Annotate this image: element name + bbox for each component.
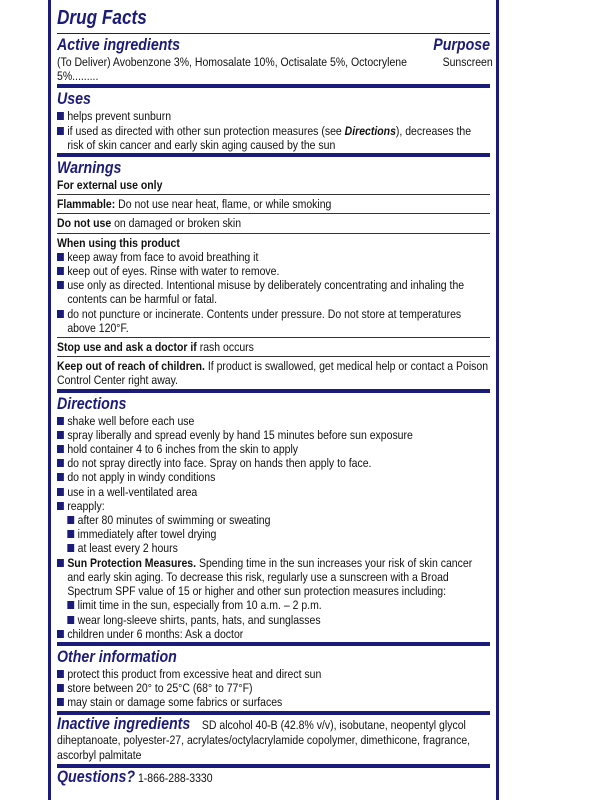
bullet-icon [57, 127, 64, 135]
active-ingredients-line [57, 55, 493, 83]
list-item: protect this product from excessive heat and direct sun [57, 667, 489, 681]
uses-list [57, 109, 489, 152]
warnings-heading: Warnings [57, 159, 122, 178]
list-item: hold container 4 to 6 inches from the skin to apply [57, 442, 489, 456]
bullet-icon [57, 630, 64, 638]
drug-facts-panel [48, 0, 499, 800]
list-item: do not spray directly into face. Spray on hands then apply to face. [57, 456, 489, 470]
drug-facts-title: Drug Facts [57, 7, 147, 29]
divider [57, 33, 490, 34]
bullet-icon [57, 267, 64, 275]
list-item: keep out of eyes. Rinse with water to remove. [57, 264, 489, 278]
divider [57, 194, 490, 195]
divider [57, 337, 490, 338]
divider [57, 233, 490, 234]
bullet-icon [67, 516, 74, 524]
when-using-list [57, 250, 489, 335]
bullet-icon [57, 310, 64, 318]
divider [57, 642, 490, 646]
bullet-icon [57, 253, 64, 261]
sub-list-item: limit time in the sun, especially from 10 a.m. – 2 p.m. [57, 598, 489, 612]
divider [57, 153, 490, 157]
active-ingredients-text: (To Deliver) Avobenzone 3%, Homosalate 10%, Octisalate 5%, Octocrylene 5%......... [57, 55, 407, 84]
other-information-list [57, 667, 489, 710]
bullet-icon [57, 473, 64, 481]
list-item: do not puncture or incinerate. Contents under pressure. Do not store at temperatures above 120°F. [57, 307, 489, 335]
uses-heading: Uses [57, 90, 91, 109]
divider [57, 389, 490, 393]
inactive-ingredients [57, 714, 489, 763]
directions-list [57, 414, 489, 641]
when-using-heading: When using this product [57, 235, 180, 250]
list-item: keep away from face to avoid breathing it [57, 250, 489, 264]
inactive-ingredients-heading: Inactive ingredients [57, 714, 191, 733]
active-ingredients-header [57, 36, 490, 55]
list-item: shake well before each use [57, 414, 489, 428]
bullet-icon [57, 502, 64, 510]
bullet-icon [57, 112, 64, 120]
keep-out-of-reach: Keep out of reach of children. If product is swallowed, get medical help or contact a Poison Control Center right away. [57, 359, 489, 388]
flammable-warning: Flammable: Do not use near heat, flame, or while smoking [57, 197, 332, 212]
list-item: spray liberally and spread evenly by hand 15 minutes before sun exposure [57, 428, 489, 442]
bullet-icon [57, 684, 64, 692]
bullet-icon [57, 417, 64, 425]
bullet-icon [57, 698, 64, 706]
list-item: do not apply in windy conditions [57, 470, 489, 484]
bullet-icon [67, 601, 74, 609]
bullet-icon [57, 559, 64, 567]
divider [57, 84, 490, 88]
stop-use-warning: Stop use and ask a doctor if rash occurs [57, 340, 254, 355]
purpose-heading: Purpose [433, 36, 490, 54]
divider [57, 356, 490, 357]
sub-list-item: after 80 minutes of swimming or sweating [57, 513, 489, 527]
bullet-icon [57, 281, 64, 289]
list-item: reapply: [57, 499, 489, 513]
list-item: helps prevent sunburn [57, 109, 489, 123]
bullet-icon [67, 530, 74, 538]
sub-list-item: immediately after towel drying [57, 527, 489, 541]
sub-list-item: at least every 2 hours [57, 541, 489, 555]
active-ingredients-heading: Active ingredients [57, 36, 181, 54]
external-use-only: For external use only [57, 178, 163, 193]
inactive-ingredients-text: SD alcohol 40-B (42.8% v/v), isobutane, neopentyl glycol diheptanoate, polyester-27, acrylates/octylacrylamide copolymer, dimethicone, fragrance, ascorbyl palmitate [57, 717, 471, 762]
other-information-heading: Other information [57, 647, 177, 666]
bullet-icon [57, 445, 64, 453]
list-item: children under 6 months: Ask a doctor [57, 627, 489, 641]
list-item: Sun Protection Measures. Spending time in the sun increases your risk of skin cancer and early skin aging. To decrease this risk, regularly use a sunscreen with a Broad Spectrum SPF value of 15 or higher and other sun protection measures including: [57, 556, 489, 599]
list-item: if used as directed with other sun protection measures (see Directions), decreases the risk of skin cancer and early skin aging caused by the sun [57, 124, 489, 152]
do-not-use-warning: Do not use on damaged or broken skin [57, 216, 242, 231]
directions-heading: Directions [57, 394, 127, 413]
list-item: store between 20° to 25°C (68° to 77°F) [57, 681, 489, 695]
bullet-icon [57, 488, 64, 496]
list-item: use in a well-ventilated area [57, 485, 489, 499]
bullet-icon [67, 616, 74, 624]
divider [57, 213, 490, 214]
purpose-text: Sunscreen [442, 55, 493, 69]
questions-heading: Questions? [57, 767, 136, 786]
bullet-icon [57, 431, 64, 439]
bullet-icon [57, 459, 64, 467]
questions-phone: 1-866-288-3330 [137, 770, 213, 785]
sub-list-item: wear long-sleeve shirts, pants, hats, and sunglasses [57, 613, 489, 627]
bullet-icon [57, 670, 64, 678]
bullet-icon [67, 544, 74, 552]
questions [57, 767, 489, 786]
list-item: use only as directed. Intentional misuse by deliberately concentrating and inhaling the contents can be harmful or fatal. [57, 278, 489, 306]
list-item: may stain or damage some fabrics or surfaces [57, 695, 489, 709]
